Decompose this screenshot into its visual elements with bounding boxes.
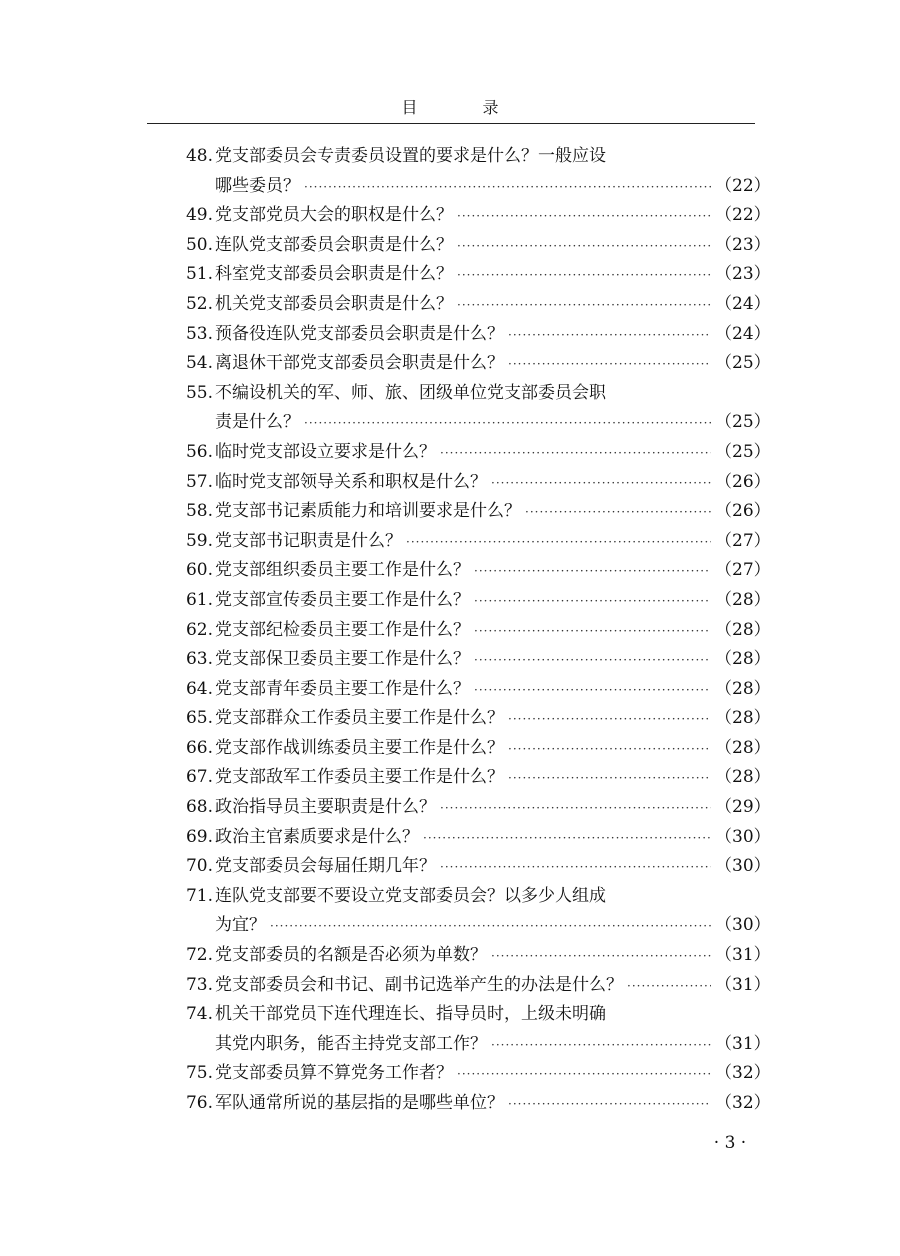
toc-entry[interactable] (147, 734, 771, 764)
dot-leader (406, 528, 711, 558)
toc-entry-line (147, 172, 771, 202)
toc-entry-page: （30） (715, 856, 771, 877)
toc-entry-line (147, 763, 771, 793)
toc-entry-number: 76. (185, 1093, 213, 1113)
toc-entry[interactable] (147, 497, 771, 527)
toc-entry-page: （27） (715, 530, 771, 551)
toc-entry-line (147, 852, 771, 882)
dot-leader (440, 794, 711, 824)
toc-entry-title: 连队党支部要不要设立党支部委员会？以多少人组成 (215, 885, 606, 906)
toc-entry-title: 机关党支部委员会职责是什么？ (215, 293, 453, 314)
toc-entry-page: （28） (715, 767, 771, 788)
toc-entry-line (147, 971, 771, 1001)
toc-entry[interactable] (147, 527, 771, 557)
dot-leader (508, 350, 711, 380)
toc-entry-line (147, 1089, 771, 1119)
dot-leader (457, 232, 711, 262)
toc-entry[interactable] (147, 704, 771, 734)
toc-entry-number: 49. (185, 205, 213, 226)
toc-entry-title: 党支部委员会每届任期几年？ (215, 856, 436, 877)
toc-entry-line (147, 793, 771, 823)
dot-leader (457, 261, 711, 291)
toc-entry-page: （28） (715, 678, 771, 699)
toc-entry-title: 党支部组织委员主要工作是什么？ (215, 560, 470, 581)
toc-entry-number: 50. (185, 234, 213, 255)
toc-entry-line (147, 586, 771, 616)
toc-entry-title: 离退休干部党支部委员会职责是什么？ (215, 353, 504, 374)
toc-entry-line (147, 231, 771, 261)
toc-entry-title: 科室党支部委员会职责是什么？ (215, 264, 453, 285)
toc-entry-title: 党支部作战训练委员主要工作是什么？ (215, 737, 504, 758)
toc-entry-number: 73. (185, 974, 213, 995)
toc-entry[interactable] (147, 231, 771, 261)
toc-entry-line (147, 468, 771, 498)
toc-entry-line (147, 941, 771, 971)
toc-entry-title: 党支部敌军工作委员主要工作是什么？ (215, 767, 504, 788)
toc-entry[interactable] (147, 852, 771, 882)
toc-entry-number: 68. (185, 797, 213, 818)
toc-entry-line (147, 1059, 771, 1089)
toc-entry-number: 53. (185, 323, 213, 344)
dot-leader (508, 1090, 711, 1120)
dot-leader (491, 942, 711, 972)
toc-entry-page: （28） (715, 619, 771, 640)
toc-entry[interactable] (147, 468, 771, 498)
toc-entry-number: 70. (185, 856, 213, 877)
toc-entry-page: （23） (715, 264, 771, 285)
toc-entry-line (147, 438, 771, 468)
toc-entry-page: （31） (715, 974, 771, 995)
toc-entry-title: 连队党支部委员会职责是什么？ (215, 234, 453, 255)
toc-entry-number: 75. (185, 1063, 213, 1084)
toc-entry-number: 52. (185, 293, 213, 314)
toc-entry-title: 军队通常所说的基层指的是哪些单位？ (215, 1093, 504, 1113)
toc-entry[interactable] (147, 971, 771, 1001)
table-of-contents (147, 142, 771, 1119)
dot-leader (508, 735, 711, 765)
toc-entry-line (147, 349, 771, 379)
toc-entry-line (147, 616, 771, 646)
dot-leader (508, 764, 711, 794)
toc-entry-title: 党支部党员大会的职权是什么？ (215, 205, 453, 226)
dot-leader (474, 646, 711, 676)
dot-leader (491, 469, 711, 499)
toc-entry[interactable] (147, 645, 771, 675)
toc-entry-line (147, 1030, 771, 1060)
toc-entry-title: 党支部保卫委员主要工作是什么？ (215, 649, 470, 670)
dot-leader (423, 824, 711, 854)
toc-entry-number: 64. (185, 678, 213, 699)
toc-entry-title: 为宜？ (215, 915, 266, 936)
toc-entry[interactable] (147, 1089, 771, 1119)
toc-entry-number: 56. (185, 441, 213, 462)
toc-entry-title: 党支部书记职责是什么？ (215, 530, 402, 551)
toc-entry[interactable] (147, 941, 771, 971)
toc-entry-line (147, 911, 771, 941)
toc-entry-page: （25） (715, 353, 771, 374)
toc-entry-title: 党支部纪检委员主要工作是什么？ (215, 619, 470, 640)
toc-entry-line (147, 1000, 755, 1030)
toc-entry-title: 政治指导员主要职责是什么？ (215, 797, 436, 818)
toc-entry-page: （22） (715, 205, 771, 226)
dot-leader (474, 557, 711, 587)
toc-entry-page: （26） (715, 501, 771, 522)
toc-entry[interactable] (147, 1000, 771, 1059)
running-header: 目 录 (401, 98, 529, 117)
toc-entry-title: 不编设机关的军、师、旅、团级单位党支部委员会职 (215, 382, 606, 403)
toc-entry-page: （31） (715, 945, 771, 966)
toc-entry-number: 57. (185, 471, 213, 492)
toc-entry-title: 临时党支部设立要求是什么？ (215, 441, 436, 462)
dot-leader (474, 617, 711, 647)
toc-entry-number: 72. (185, 945, 213, 966)
toc-entry[interactable] (147, 379, 771, 438)
toc-entry-title: 党支部委员会和书记、副书记选举产生的办法是什么？ (215, 974, 623, 995)
toc-entry-line (147, 556, 771, 586)
toc-entry-number: 60. (185, 560, 213, 581)
toc-entry[interactable] (147, 763, 771, 793)
toc-entry[interactable] (147, 290, 771, 320)
toc-entry-line (147, 734, 771, 764)
toc-entry-number: 74. (185, 1004, 213, 1025)
toc-entry[interactable] (147, 556, 771, 586)
toc-entry-title: 其党内职务，能否主持党支部工作？ (215, 1033, 487, 1054)
toc-entry-page: （30） (715, 915, 771, 936)
toc-entry-number: 71. (185, 885, 213, 906)
toc-entry-number: 55. (185, 382, 213, 403)
toc-entry-page: （32） (715, 1063, 771, 1084)
dot-leader (508, 321, 711, 351)
toc-entry-title: 党支部委员的名额是否必须为单数？ (215, 945, 487, 966)
toc-entry[interactable] (147, 1059, 771, 1089)
toc-entry-line (147, 675, 771, 705)
dot-leader (491, 1031, 711, 1061)
toc-entry-number: 62. (185, 619, 213, 640)
toc-entry-page: （22） (715, 175, 771, 196)
toc-entry-line (147, 408, 771, 438)
toc-entry[interactable] (147, 142, 771, 201)
toc-entry-line (147, 823, 771, 853)
toc-entry-line (147, 704, 771, 734)
toc-entry-page: （28） (715, 737, 771, 758)
toc-entry-number: 54. (185, 353, 213, 374)
toc-entry-title: 党支部青年委员主要工作是什么？ (215, 678, 470, 699)
toc-entry-title: 临时党支部领导关系和职权是什么？ (215, 471, 487, 492)
toc-entry[interactable] (147, 793, 771, 823)
toc-entry-title: 党支部委员会专责委员设置的要求是什么？一般应设 (215, 146, 606, 166)
toc-entry-line (147, 497, 771, 527)
toc-entry-number: 63. (185, 649, 213, 670)
dot-leader (440, 439, 711, 469)
toc-entry-line (147, 260, 771, 290)
toc-entry-line (147, 290, 771, 320)
toc-entry-number: 69. (185, 826, 213, 847)
dot-leader (457, 291, 711, 321)
toc-entry[interactable] (147, 675, 771, 705)
toc-entry-title: 党支部宣传委员主要工作是什么？ (215, 589, 470, 610)
toc-entry-title: 政治主官素质要求是什么？ (215, 826, 419, 847)
toc-entry-page: （32） (715, 1093, 771, 1113)
toc-entry-number: 58. (185, 501, 213, 522)
dot-leader (627, 972, 711, 1002)
header-rule (147, 123, 755, 124)
toc-entry-number: 66. (185, 737, 213, 758)
toc-entry-page: （25） (715, 412, 771, 433)
toc-entry-line (147, 379, 755, 409)
dot-leader (474, 676, 711, 706)
dot-leader (457, 202, 711, 232)
toc-entry-line (147, 320, 771, 350)
toc-entry-title: 责是什么？ (215, 412, 300, 433)
toc-entry-title: 党支部群众工作委员主要工作是什么？ (215, 708, 504, 729)
dot-leader (304, 409, 711, 439)
toc-entry[interactable] (147, 586, 771, 616)
toc-entry-title: 机关干部党员下连代理连长、指导员时，上级未明确 (215, 1004, 606, 1025)
toc-entry-page: （26） (715, 471, 771, 492)
toc-entry[interactable] (147, 201, 771, 231)
toc-entry-page: （28） (715, 649, 771, 670)
dot-leader (270, 912, 711, 942)
toc-entry-number: 48. (185, 146, 213, 166)
toc-entry-line (147, 201, 771, 231)
toc-entry-page: （24） (715, 293, 771, 314)
toc-entry-page: （28） (715, 708, 771, 729)
toc-entry-title: 党支部书记素质能力和培训要求是什么？ (215, 501, 521, 522)
toc-entry-page: （27） (715, 560, 771, 581)
toc-entry[interactable] (147, 882, 771, 941)
toc-entry-page: （24） (715, 323, 771, 344)
toc-entry-page: （28） (715, 589, 771, 610)
page-number: · 3 · (713, 1133, 747, 1153)
dot-leader (525, 498, 711, 528)
toc-entry-line (147, 142, 755, 172)
dot-leader (508, 705, 711, 735)
toc-entry-number: 59. (185, 530, 213, 551)
toc-entry-line (147, 527, 771, 557)
dot-leader (304, 173, 711, 203)
toc-entry-title: 哪些委员？ (215, 175, 300, 196)
toc-entry-page: （25） (715, 441, 771, 462)
toc-entry[interactable] (147, 260, 771, 290)
dot-leader (474, 587, 711, 617)
toc-entry-number: 65. (185, 708, 213, 729)
toc-entry[interactable] (147, 349, 771, 379)
toc-entry[interactable] (147, 823, 771, 853)
dot-leader (457, 1060, 711, 1090)
toc-entry-title: 预备役连队党支部委员会职责是什么？ (215, 323, 504, 344)
toc-entry-line (147, 882, 755, 912)
dot-leader (440, 853, 711, 883)
toc-entry-page: （23） (715, 234, 771, 255)
toc-entry[interactable] (147, 438, 771, 468)
toc-entry-number: 61. (185, 589, 213, 610)
toc-entry-title: 党支部委员算不算党务工作者？ (215, 1063, 453, 1084)
toc-entry-number: 67. (185, 767, 213, 788)
toc-entry[interactable] (147, 320, 771, 350)
toc-entry[interactable] (147, 616, 771, 646)
toc-entry-page: （29） (715, 797, 771, 818)
toc-entry-page: （31） (715, 1033, 771, 1054)
toc-entry-page: （30） (715, 826, 771, 847)
toc-entry-number: 51. (185, 264, 213, 285)
toc-entry-line (147, 645, 771, 675)
